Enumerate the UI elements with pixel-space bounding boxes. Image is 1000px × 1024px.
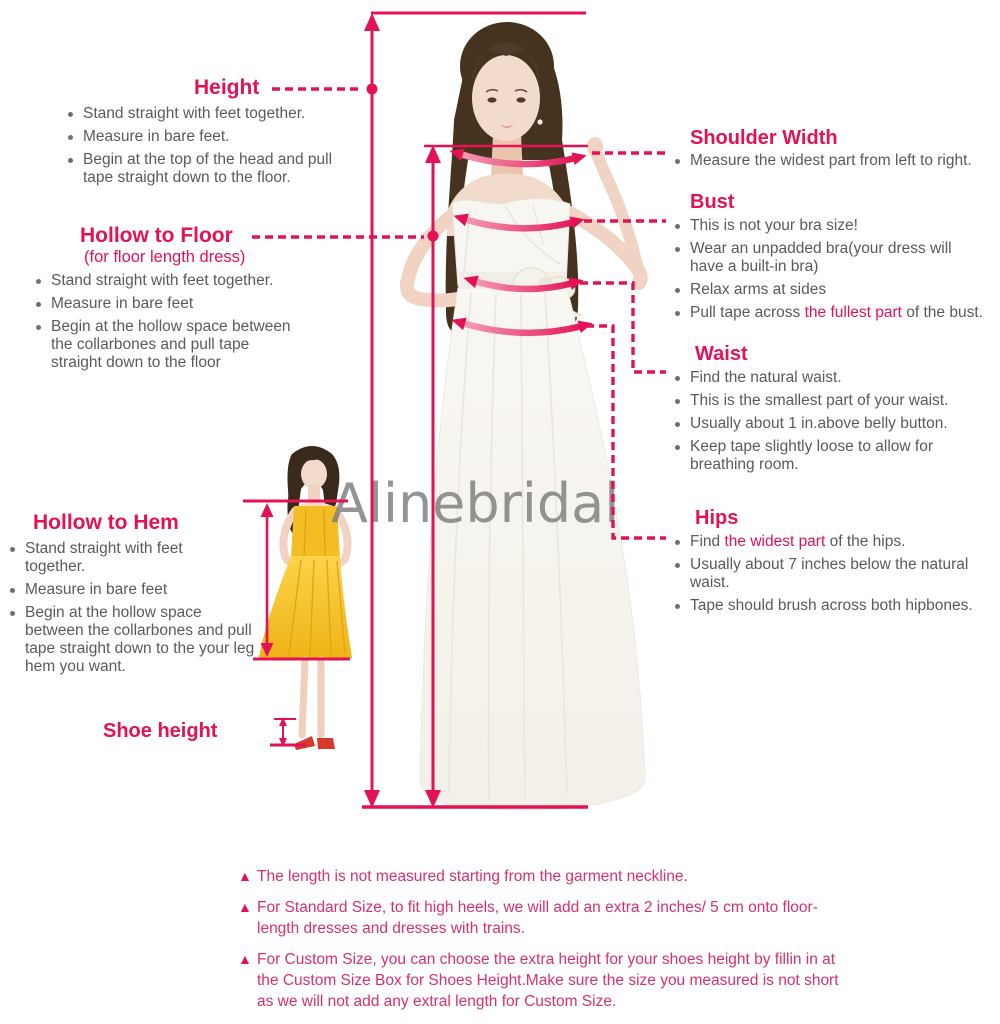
shoulder-width-arrow xyxy=(460,154,576,164)
hips-title: Hips xyxy=(695,507,739,529)
instruction-item: Measure in bare feet xyxy=(34,295,329,313)
hollow-to-floor-title: Hollow to Floor xyxy=(80,224,233,247)
hips-arrow xyxy=(462,323,582,333)
note-item xyxy=(238,949,844,1012)
height-title: Height xyxy=(194,76,260,99)
brand-watermark: Alinebridal xyxy=(331,472,620,535)
instruction-item: This is not your bra size! xyxy=(668,217,1000,235)
instruction-item: Find the natural waist. xyxy=(668,369,1000,387)
hollow-to-hem-title: Hollow to Hem xyxy=(33,511,179,534)
waist-arrow xyxy=(474,281,573,289)
height-section xyxy=(66,76,351,192)
instruction-item: Begin at the hollow space between the collarbones and pull tape straight down to the floor xyxy=(34,318,303,372)
note-text: For Standard Size, to fit high heels, we will add an extra 2 inches/ 5 cm onto floor-length dresses and dresses with trains. xyxy=(257,899,818,937)
shoulder-width-title: Shoulder Width xyxy=(690,127,838,149)
hollow-to-hem-section xyxy=(8,511,268,681)
instruction-item: Stand straight with feet together. xyxy=(66,105,351,123)
highlighted-phrase: the fullest part xyxy=(804,304,902,321)
warning-triangle-icon: ▲ xyxy=(238,899,252,915)
instruction-item: Measure the widest part from left to right. xyxy=(668,152,1000,170)
instruction-item: Usually about 7 inches below the natural waist. xyxy=(668,556,992,592)
instruction-item: Stand straight with feet together. xyxy=(8,540,201,576)
instruction-item: Begin at the top of the head and pull tape straight down to the floor. xyxy=(66,151,335,187)
hips-connector-dashed xyxy=(586,326,666,538)
hips-section xyxy=(668,507,1000,620)
instruction-item: Wear an unpadded bra(your dress will have a built-in bra) xyxy=(668,240,970,276)
warning-triangle-icon: ▲ xyxy=(238,951,252,967)
warning-triangle-icon: ▲ xyxy=(238,868,252,884)
instruction-item: Find the widest part of the hips. xyxy=(668,533,1000,551)
instruction-item: Tape should brush across both hipbones. xyxy=(668,597,1000,615)
shoe-height-title: Shoe height xyxy=(103,720,218,742)
hollow-to-floor-measure-line xyxy=(424,146,588,793)
note-item xyxy=(238,866,844,887)
note-item xyxy=(238,897,844,939)
instruction-item: Measure in bare feet. xyxy=(66,128,351,146)
height-measure-line xyxy=(367,13,587,793)
instruction-item: Pull tape across the fullest part of the bust. xyxy=(668,304,1000,322)
instruction-item: Usually about 1 in.above belly button. xyxy=(668,415,1000,433)
shoe-height-bracket xyxy=(270,719,306,745)
note-text: For Custom Size, you can choose the extra height for your shoes height by fillin in at the Custom Size Box for Shoes Height.Make sure the size you measured is not short as we will not add any extral length for Custom Size. xyxy=(257,951,839,1010)
hollow-to-floor-section xyxy=(34,224,329,377)
instruction-item: Measure in bare feet xyxy=(8,581,268,599)
hollow-to-floor-subtitle: (for floor length dress) xyxy=(84,248,246,266)
highlighted-phrase: the widest part xyxy=(724,533,826,550)
instruction-item: Keep tape slightly loose to allow for breathing room. xyxy=(668,438,972,474)
bust-title: Bust xyxy=(690,191,735,213)
instruction-item: Begin at the hollow space between the collarbones and pull tape straight down to the your leg hem you want. xyxy=(8,604,259,676)
footer-notes xyxy=(238,866,844,1022)
shoulder-width-section xyxy=(668,127,1000,175)
waist-section xyxy=(668,343,1000,479)
instruction-item: Stand straight with feet together. xyxy=(34,272,329,290)
bust-arrow xyxy=(464,219,574,228)
instruction-item: Relax arms at sides xyxy=(668,281,1000,299)
instruction-item: This is the smallest part of your waist. xyxy=(668,392,1000,410)
note-text: The length is not measured starting from the garment neckline. xyxy=(257,868,688,885)
bust-section xyxy=(668,191,1000,327)
waist-title: Waist xyxy=(695,343,748,365)
